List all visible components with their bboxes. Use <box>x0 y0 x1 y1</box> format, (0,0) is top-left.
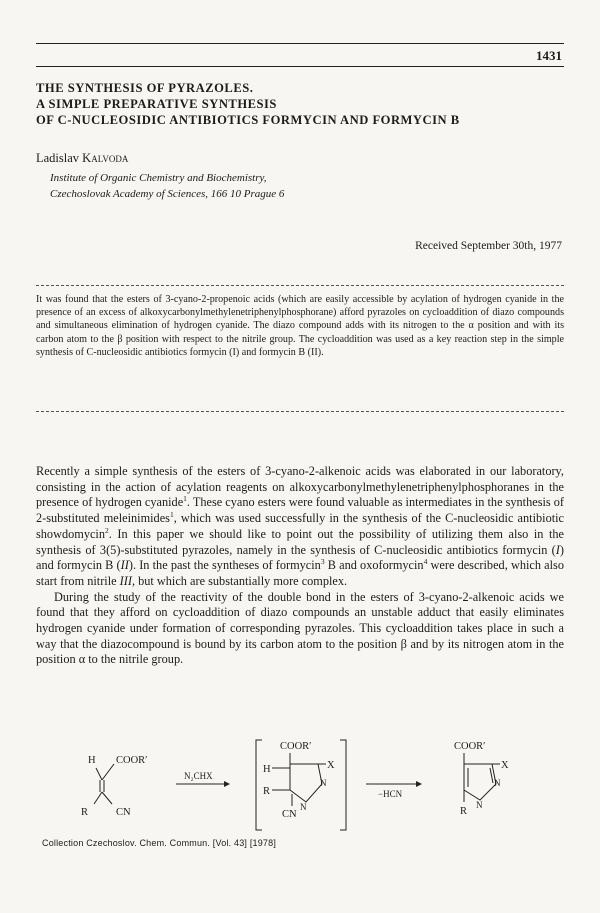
scheme-label-coor: COOR′ <box>280 741 312 752</box>
pyrazoline-ring <box>290 764 322 802</box>
paragraph: Recently a simple synthesis of the esters of 3-cyano-2-alkenoic acids was elaborated in our laboratory, consisting in the action of acylation reagents on alkoxycarbonylmethylenetriphenylphosphoranes in the presence of hydrogen cyanide$^1$. These cyano esters were found valuable as intermediates in the synthesis of 2-substituted meleinimides$^1$, which was used successfully in the synthesis of the C-nucleosidic antibiotic showdomycin$^2$. In this paper we should like to point out the possibility of utilizing them also in the synthesis of 3(5)-substituted pyrazoles, namely in the synthesis of C-nucleosidic antibiotics formycin (I) and formycin B (II). In the past the syntheses of formycin$^3$ B and oxoformycin$^4$ were described, which also start from nitrile III, but which are substantially more complex. <box>36 464 565 588</box>
scheme-label-n: N <box>494 778 501 788</box>
author <box>36 151 128 166</box>
bond <box>102 764 114 780</box>
received-date: Received September 30th, 1977 <box>415 240 562 252</box>
scheme-label-cn: CN <box>116 807 131 818</box>
title-line: THE SYNTHESIS OF PYRAZOLES. <box>36 81 254 95</box>
scheme-label-x: X <box>501 760 509 771</box>
affiliation <box>50 170 284 202</box>
article-body <box>36 464 564 668</box>
author-last-name: Kalvoda <box>82 151 129 165</box>
pyrazole-ring <box>464 764 496 800</box>
scheme-label-r: R <box>263 786 271 797</box>
affiliation-line: Czechoslovak Academy of Sciences, 166 10 Prague 6 <box>50 188 285 200</box>
reagent-label: −HCN <box>378 789 403 799</box>
scheme-label-n: N <box>300 802 307 812</box>
bond <box>94 792 102 804</box>
arrow-head <box>416 781 422 787</box>
scheme-label-r: R <box>81 807 89 818</box>
bond <box>96 768 102 780</box>
bond <box>102 792 112 804</box>
paragraph: During the study of the reactivity of the double bond in the esters of 3-cyano-2-alkenoic acids we found that they afford on cycloaddition of diazo compounds an unstable adduct that easily eliminates hydrogen cyanide under formation of corresponding pyrazoles. This cycloaddition takes place in such a way that the diazocompound is bound by its carbon atom to the position β and by its nitrogen atom in the position α to the nitrile group. <box>36 589 564 667</box>
double-bond <box>490 768 493 783</box>
abstract-bottom-rule <box>36 411 564 412</box>
header-rule <box>36 66 564 67</box>
affiliation-line: Institute of Organic Chemistry and Biochemistry, <box>50 172 267 184</box>
page-number: 1431 <box>536 48 562 63</box>
bracket-right <box>340 740 346 830</box>
scheme-label-r: R <box>460 806 468 817</box>
article-title <box>36 80 564 128</box>
bracket-left <box>256 740 262 830</box>
scheme-label-coor: COOR′ <box>454 741 486 752</box>
title-line: A SIMPLE PREPARATIVE SYNTHESIS <box>36 97 277 111</box>
title-line: OF C-NUCLEOSIDIC ANTIBIOTICS FORMYCIN AND FORMYCIN B <box>36 113 460 127</box>
scheme-label-h: H <box>263 764 271 775</box>
scheme-label-h: H <box>88 755 96 766</box>
abstract: It was found that the esters of 3-cyano-2-propenoic acids (which are easily accessible by acylation of hydrogen cyanide in the presence of an excess of alkoxycarbonylmethylenetriphenylphosphorane) afford pyrazoles on cycloaddition of diazo compounds and simultaneous elimination of hydrogen cyanide. The diazo compound adds with its nitrogen to the α position and with its carbon atom to the β position with respect to the nitrile group. The cycloaddition was used as a key reaction step in the simple synthesis of C-nucleosidic antibiotics formycin (I) and formycin B (II). <box>36 294 564 358</box>
arrow-head <box>224 781 230 787</box>
reagent-label: N₂CHX <box>184 771 213 781</box>
journal-footer: Collection Czechoslov. Chem. Commun. [Vol. 43] [1978] <box>42 838 277 848</box>
author-first-name: Ladislav <box>36 151 80 165</box>
scheme-label-n: N <box>320 778 327 788</box>
reaction-scheme <box>36 736 564 832</box>
abstract-top-rule <box>36 285 564 286</box>
scheme-label-n: N <box>476 800 483 810</box>
scheme-label-coor: COOR′ <box>116 755 148 766</box>
scheme-label-x: X <box>327 760 335 771</box>
scheme-label-cn: CN <box>282 809 297 820</box>
top-rule <box>36 43 564 44</box>
